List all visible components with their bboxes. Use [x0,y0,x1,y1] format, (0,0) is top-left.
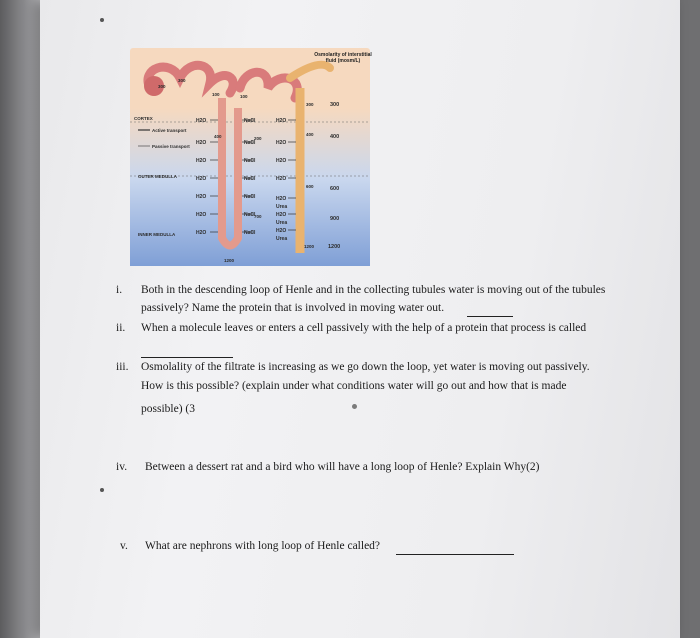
nacl-label-7: NaCl [244,230,256,236]
loop-value-7: 400 [214,134,222,139]
question-3-line-1: Osmolality of the filtrate is increasing as we go down the loop, yet water is moving out passively. [141,361,590,373]
nacl-label-2: NaCl [244,140,256,146]
loop-value-12: 1200 [304,244,315,249]
h2o-cd-label-3: H2O [276,158,287,164]
question-3-line-3: possible) (3 [141,403,195,415]
question-2-line-1: When a molecule leaves or enters a cell passively with the help of a protein that process is called [141,322,587,334]
question-1-answer-blank[interactable] [467,304,513,317]
scale-400: 400 [330,134,340,140]
question-1-line-1: Both in the descending loop of Henle and in the collecting tubules water is moving out of the tubules [141,284,606,296]
scale-1200: 1200 [328,244,341,250]
question-2-number: ii. [116,322,126,334]
loop-value-1: 300 [158,84,166,89]
inner-medulla-label: INNER MEDULLA [138,232,176,237]
h2o-label-7: H2O [196,230,207,236]
loop-value-2: 300 [178,78,186,83]
question-3-number: iii. [116,361,129,373]
loop-value-10: 700 [254,214,262,219]
h2o-label-4: H2O [196,176,207,182]
h2o-label-6: H2O [196,212,207,218]
h2o-cd-label-6: H2O [276,212,287,218]
loop-value-3: 100 [212,92,220,97]
question-5-answer-blank[interactable] [396,542,514,555]
nacl-label-3: NaCl [244,158,256,164]
urea-label-2: Urea [276,220,288,226]
nacl-label-4: NaCl [244,176,256,182]
page-speck [100,488,104,492]
passive-transport-label: Passive transport [152,144,190,149]
question-4-number: iv. [116,461,128,473]
cortex-label: CORTEX [134,116,153,121]
loop-value-5: 300 [306,102,314,107]
h2o-label-1: H2O [196,118,207,124]
question-4-line-1: Between a dessert rat and a bird who will have a long loop of Henle? Explain Why(2) [145,461,540,473]
question-3-line-2: How is this possible? (explain under what conditions water will go out and how that is made [141,380,567,392]
loop-value-4: 100 [240,94,248,99]
page-speck [352,404,357,409]
h2o-label-5: H2O [196,194,207,200]
question-1-line-2: passively? Name the protein that is involved in moving water out. [141,302,445,314]
urea-label-3: Urea [276,236,288,242]
h2o-cd-label-1: H2O [276,118,287,124]
urea-label-1: Urea [276,204,288,210]
scale-900: 900 [330,216,340,222]
page-speck [100,18,104,22]
nacl-label-1: NaCl [244,118,256,124]
h2o-cd-label-2: H2O [276,140,287,146]
scale-600: 600 [330,186,340,192]
loop-value-11: 1200 [224,258,235,263]
loop-value-9: 600 [306,184,314,189]
outer-medulla-label: OUTER MEDULLA [138,174,177,179]
h2o-cd-label-7: H2O [276,228,287,234]
loop-value-8: 400 [306,132,314,137]
nacl-label-6: NaCl [244,212,256,218]
h2o-label-2: H2O [196,140,207,146]
h2o-cd-label-5: H2O [276,196,287,202]
active-transport-label: Active transport [152,128,187,133]
h2o-label-3: H2O [196,158,207,164]
question-2-answer-blank[interactable] [141,345,233,358]
question-5-number: v. [120,540,128,552]
osmolarity-key: Osmolarity of interstitial fluid (mosm/L) [314,52,372,64]
question-1-number: i. [116,284,123,296]
h2o-cd-label-4: H2O [276,176,287,182]
scale-300: 300 [330,102,340,108]
loop-value-6: 200 [254,136,262,141]
nacl-label-5: NaCl [244,194,256,200]
question-5-line-1: What are nephrons with long loop of Henle called? [145,540,381,552]
